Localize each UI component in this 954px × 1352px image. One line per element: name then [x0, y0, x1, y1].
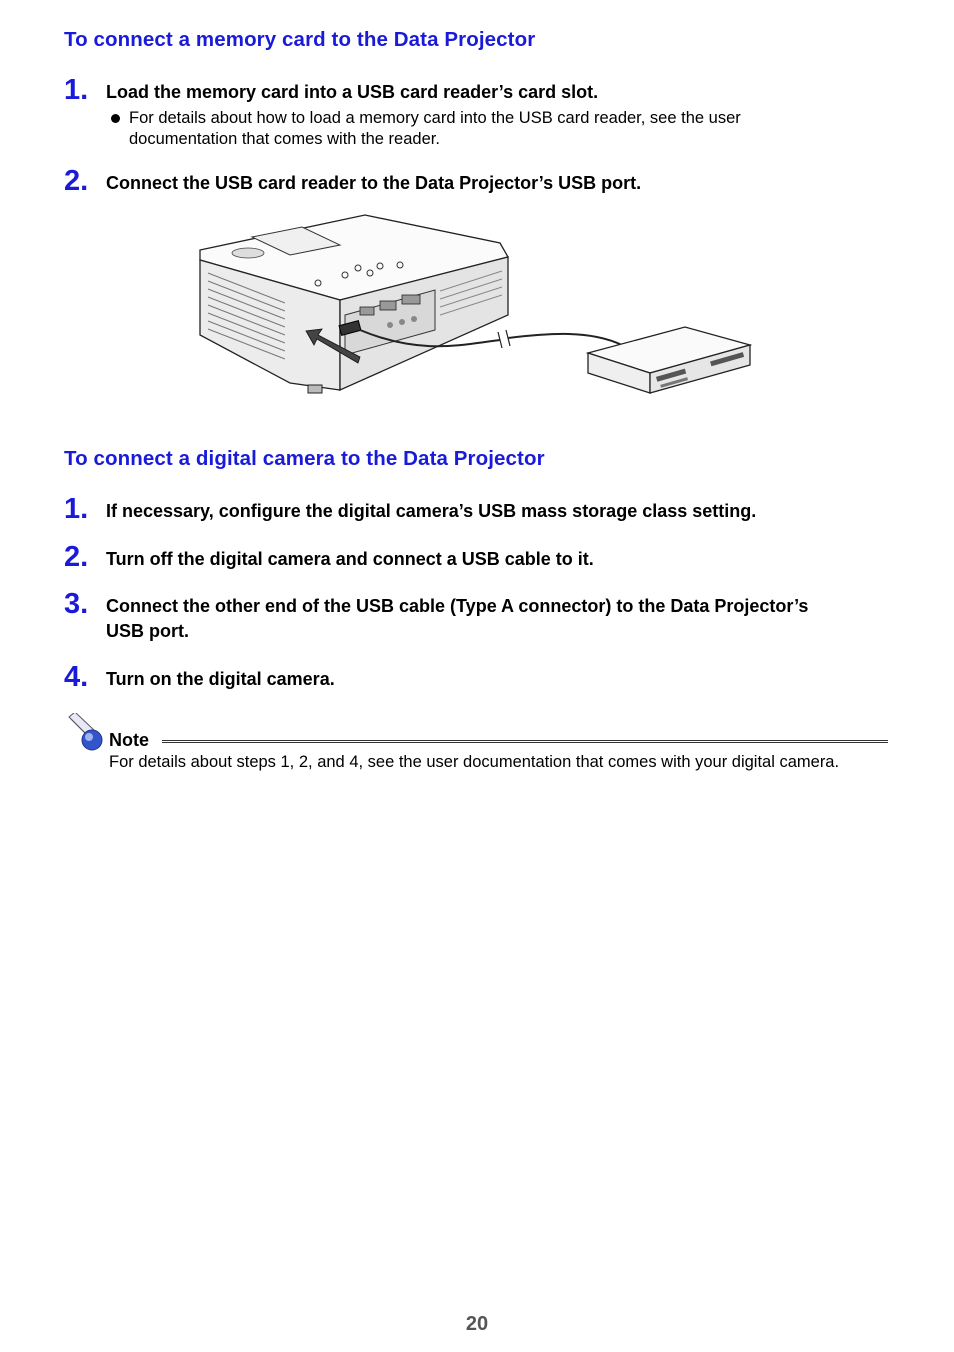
usb-card-reader-icon: [588, 327, 750, 393]
note-divider: [162, 740, 888, 743]
step-text: Turn off the digital camera and connect a USB cable to it.: [106, 549, 594, 569]
note-text: For details about steps 1, 2, and 4, see the user documentation that comes with your digital camera.: [109, 753, 840, 771]
step-number: 4.: [64, 661, 89, 693]
projector-usb-card-reader-illustration: [190, 205, 770, 405]
step-text: Load the memory card into a USB card reader’s card slot.: [106, 82, 599, 102]
note-pencil-icon: [66, 713, 106, 751]
step-number: 1.: [64, 493, 89, 525]
bullet-dot: [111, 114, 120, 123]
step-number: 3.: [64, 588, 89, 620]
step-text: Turn on the digital camera.: [106, 669, 335, 689]
step-text: Connect the USB card reader to the Data Projector’s USB port.: [106, 173, 642, 193]
section-heading-memory-card: To connect a memory card to the Data Projector: [64, 28, 536, 51]
step-number: 2.: [64, 541, 89, 573]
section-heading-digital-camera: To connect a digital camera to the Data Projector: [64, 447, 545, 470]
step-text: Connect the other end of the USB cable (Type A connector) to the Data Projector’s USB port.: [106, 596, 809, 641]
page-number: 20: [465, 1313, 489, 1335]
projector-icon: [200, 215, 508, 393]
step-number: 1.: [64, 74, 89, 106]
note-label: Note: [109, 730, 149, 750]
step-detail-text: For details about how to load a memory card into the USB card reader, see the user documentation that comes with the reader.: [129, 109, 741, 148]
step-text: If necessary, configure the digital camera’s USB mass storage class setting.: [106, 501, 757, 521]
step-number: 2.: [64, 165, 89, 197]
